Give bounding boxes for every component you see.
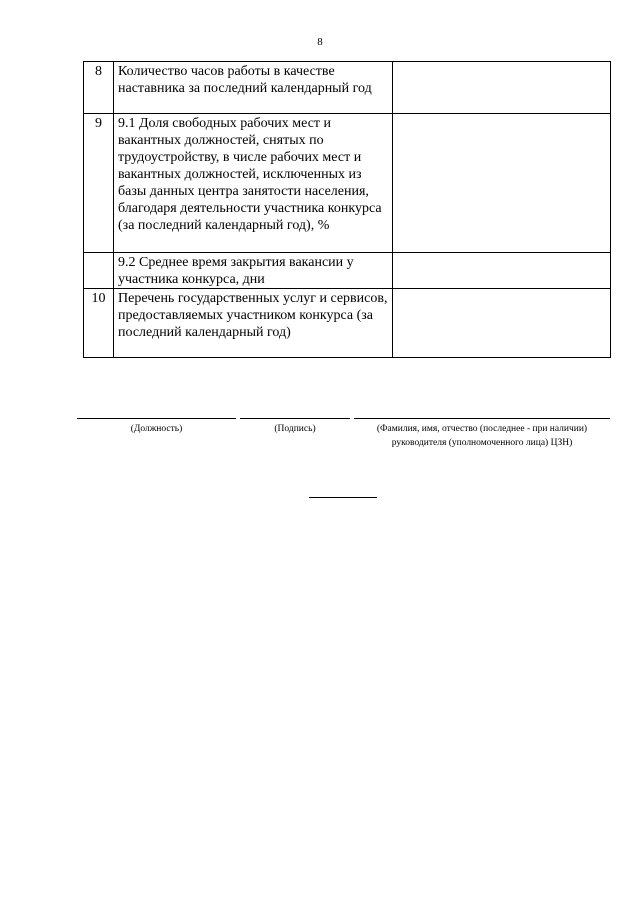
- document-end-line: [309, 497, 377, 498]
- row-number: [84, 253, 114, 289]
- table-row: [84, 62, 611, 114]
- row-number: 9: [84, 114, 114, 253]
- row-number: 8: [84, 62, 114, 114]
- criterion-text: Перечень государственных услуг и сервисов, предоставляемых участником конкурса (за последний календарный год): [114, 289, 393, 358]
- page-number: 8: [317, 36, 323, 48]
- row-number: 10: [84, 289, 114, 358]
- position-line: [77, 418, 236, 419]
- name-line: [354, 418, 610, 419]
- table-row: [84, 289, 611, 358]
- signature-label: (Подпись): [274, 424, 316, 434]
- value-cell: [393, 289, 611, 358]
- signature-block: [0, 418, 640, 458]
- table-row: [84, 253, 611, 289]
- criterion-text: 9.1 Доля свободных рабочих мест и вакантных должностей, снятых по трудоустройству, в числе рабочих мест и вакантных должностей, исключенных из базы данных центра занятости населения, благодаря деятельности участника конкурса (за последний календарный год), %: [114, 114, 393, 253]
- position-label: (Должность): [130, 424, 183, 434]
- signature-line: [240, 418, 350, 419]
- value-cell: [393, 253, 611, 289]
- criterion-text: 9.2 Среднее время закрытия вакансии у участника конкурса, дни: [114, 253, 393, 289]
- value-cell: [393, 62, 611, 114]
- name-label-line1: (Фамилия, имя, отчество (последнее - при наличии): [376, 424, 588, 434]
- criterion-text: Количество часов работы в качестве наставника за последний календарный год: [114, 62, 393, 114]
- value-cell: [393, 114, 611, 253]
- table-row: [84, 114, 611, 253]
- name-label-line2: руководителя (уполномоченного лица) ЦЗН): [391, 438, 573, 448]
- criteria-table: [83, 61, 611, 358]
